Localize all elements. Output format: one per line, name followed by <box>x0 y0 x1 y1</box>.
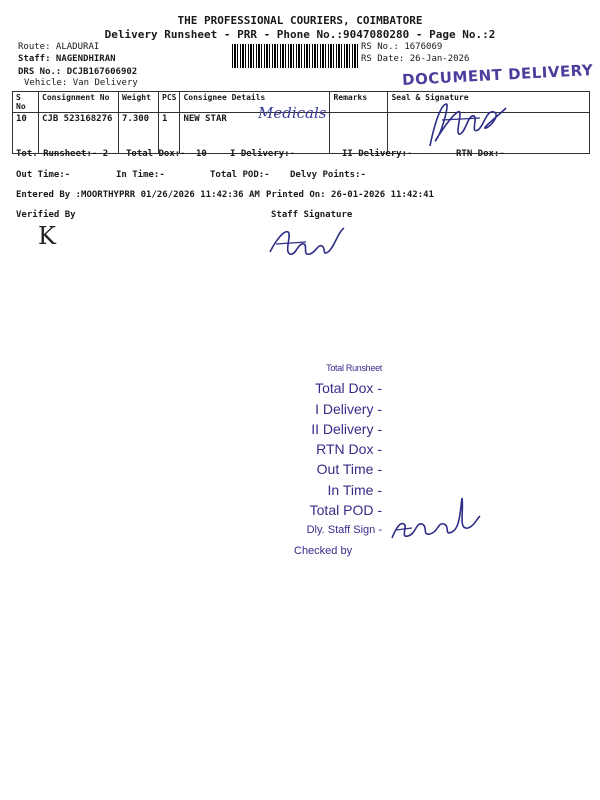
col-consignment: Consignment No <box>39 92 119 113</box>
cell-sno: 10 <box>13 113 39 154</box>
printed-on: Printed On: 26-01-2026 11:42:41 <box>266 190 434 200</box>
staff-signature-image <box>262 222 352 264</box>
delvy-points-label: Delvy Points:- <box>290 170 366 180</box>
total-dox-label: Total Dox:- <box>126 149 186 159</box>
out-time-label: Out Time:- <box>16 170 71 180</box>
stamp-total-dox: Total Dox - <box>315 380 382 397</box>
verified-mark: K <box>38 222 56 250</box>
company-title: THE PROFESSIONAL COURIERS, COIMBATORE <box>177 14 423 27</box>
stamp-total-pod: Total POD - <box>309 502 382 519</box>
stamp-signature-image <box>386 492 486 552</box>
tot-runsheet: Tot. Runsheet:- 2 <box>16 149 109 159</box>
cell-weight: 7.300 <box>119 113 159 154</box>
col-pcs: PCS <box>159 92 180 113</box>
total-pod-label: Total POD:- <box>210 170 270 180</box>
receiver-signature-image <box>420 96 510 154</box>
staff-signature-label: Staff Signature <box>271 210 353 220</box>
rs-date: RS Date: 26-Jan-2026 <box>361 54 470 64</box>
stamp-out-time: Out Time - <box>316 461 382 478</box>
cell-pcs: 1 <box>159 113 180 154</box>
col-seal-signature: Seal & Signature <box>388 92 590 113</box>
ii-delivery-label: II Delivery:- <box>342 149 413 159</box>
stamp-rtn-dox: RTN Dox - <box>316 441 382 458</box>
in-time-label: In Time:- <box>116 170 165 180</box>
cell-remarks <box>330 113 388 154</box>
runsheet-subtitle: Delivery Runsheet - PRR - Phone No.:9047080280 - Page No.:2 <box>104 28 496 41</box>
route-label: Route: ALADURAI <box>18 42 100 52</box>
handwritten-medicals: Medicals <box>258 104 327 122</box>
runsheet-stamp-block <box>282 358 382 561</box>
col-sno: S No <box>13 92 39 113</box>
stamp-ii-delivery: II Delivery - <box>311 420 382 437</box>
staff-label: Staff: NAGENDHIRAN <box>18 54 116 64</box>
col-consignee: Consignee Details <box>180 92 330 113</box>
col-remarks: Remarks <box>330 92 388 113</box>
stamp-total-runsheet: Total Runsheet <box>326 363 382 373</box>
stamp-checked-by: Checked by <box>294 544 353 557</box>
drs-number: DRS No.: DCJB167606902 <box>18 67 138 77</box>
cell-consignment: CJB 523168276 <box>39 113 119 154</box>
consignee-name: NEW STAR <box>183 114 227 124</box>
vehicle-label: Vehicle: Van Delivery <box>24 78 138 88</box>
stamp-i-delivery: I Delivery - <box>315 400 382 417</box>
stamp-dly-staff-sign: Dly. Staff Sign - <box>306 524 382 537</box>
barcode-image <box>232 44 358 68</box>
verified-by-label: Verified By <box>16 210 76 220</box>
document-delivery-stamp: DOCUMENT DELIVERY <box>401 61 594 89</box>
i-delivery-label: I Delivery:- <box>230 149 296 159</box>
rtn-dox-label: RTN Dox:- <box>456 149 505 159</box>
total-dox-value: 10 <box>196 149 207 159</box>
stamp-in-time: In Time - <box>327 481 382 498</box>
entered-by: Entered By :MOORTHYPRR 01/26/2026 11:42:36 AM <box>16 190 260 200</box>
rs-number: RS No.: 1676069 <box>361 42 443 52</box>
col-weight: Weight <box>119 92 159 113</box>
